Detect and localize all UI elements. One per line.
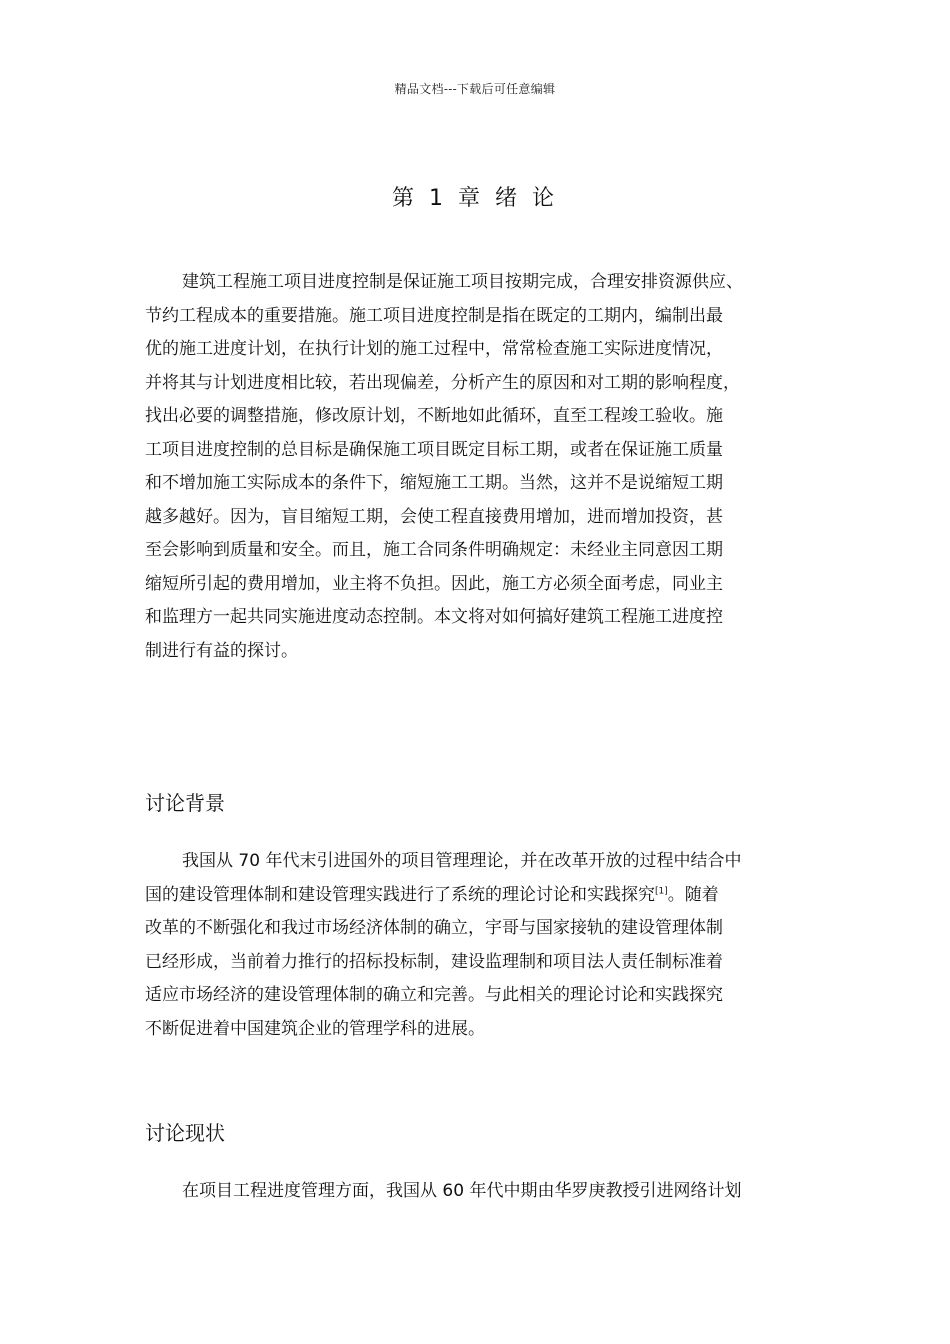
paragraph-line: 制进行有益的探讨。 [145,640,298,661]
paragraph-line: 缩短所引起的费用增加，业主将不负担。因此，施工方必须全面考虑，同业主 [145,573,723,594]
paragraph-line: 节约工程成本的重要措施。施工项目进度控制是指在既定的工期内，编制出最 [145,305,723,326]
status-paragraph [145,1175,741,1209]
paragraph-line: 优的施工进度计划，在执行计划的施工过程中，常常检查施工实际进度情况， [145,339,723,359]
paragraph-line: 至会影响到质量和安全。而且，施工合同条件明确规定：未经业主同意因工期 [145,540,723,560]
paragraph-line: 建筑工程施工项目进度控制是保证施工项目按期完成，合理安排资源供应、 [182,272,743,292]
paragraph-line: 找出必要的调整措施，修改原计划，不断地如此循环，直至工程竣工验收。施 [145,406,723,426]
paragraph-line: 改革的不断强化和我过市场经济体制的确立，宇哥与国家接轨的建设管理体制 [145,918,723,938]
section-heading-status: 讨论现状 [145,1121,225,1145]
paragraph-line: 并将其与计划进度相比较，若出现偏差，分析产生的原因和对工期的影响程度， [145,372,740,393]
paragraph-line: 在项目工程进度管理方面，我国从 60 年代中期由华罗庚教授引进网络计划 [182,1181,742,1201]
document-header-note: 精品文档---下载后可任意编辑 [394,82,556,96]
paragraph-line: 适应市场经济的建设管理体制的确立和完善。与此相关的理论讨论和实践探究 [145,985,723,1005]
paragraph-line: 我国从 70 年代末引进国外的项目管理理论，并在改革开放的过程中结合中 [182,851,742,871]
intro-paragraph [145,266,743,668]
paragraph-line: 工项目进度控制的总目标是确保施工项目既定目标工期，或者在保证施工质量 [145,439,723,460]
chapter-title: 第 1 章 绪 论 [392,186,558,211]
paragraph-line-with-citation [145,879,741,913]
paragraph-text: 国的建设管理体制和建设管理实践进行了系统的理论讨论和实践探究 [145,884,655,905]
paragraph-line: 不断促进着中国建筑企业的管理学科的进展。 [145,1018,485,1039]
section-heading-background: 讨论背景 [145,791,225,815]
paragraph-text: 。随着 [667,884,719,905]
background-paragraph [145,845,741,1046]
paragraph-line: 越多越好。因为，盲目缩短工期，会使工程直接费用增加，进而增加投资，甚 [145,506,723,527]
citation-reference[interactable]: [1] [655,885,668,896]
paragraph-line: 和不增加施工实际成本的条件下，缩短施工工期。当然，这并不是说缩短工期 [145,473,723,493]
paragraph-line: 和监理方一起共同实施进度动态控制。本文将对如何搞好建筑工程施工进度控 [145,607,723,627]
paragraph-line: 已经形成，当前着力推行的招标投标制，建设监理制和项目法人责任制标准着 [145,951,723,972]
